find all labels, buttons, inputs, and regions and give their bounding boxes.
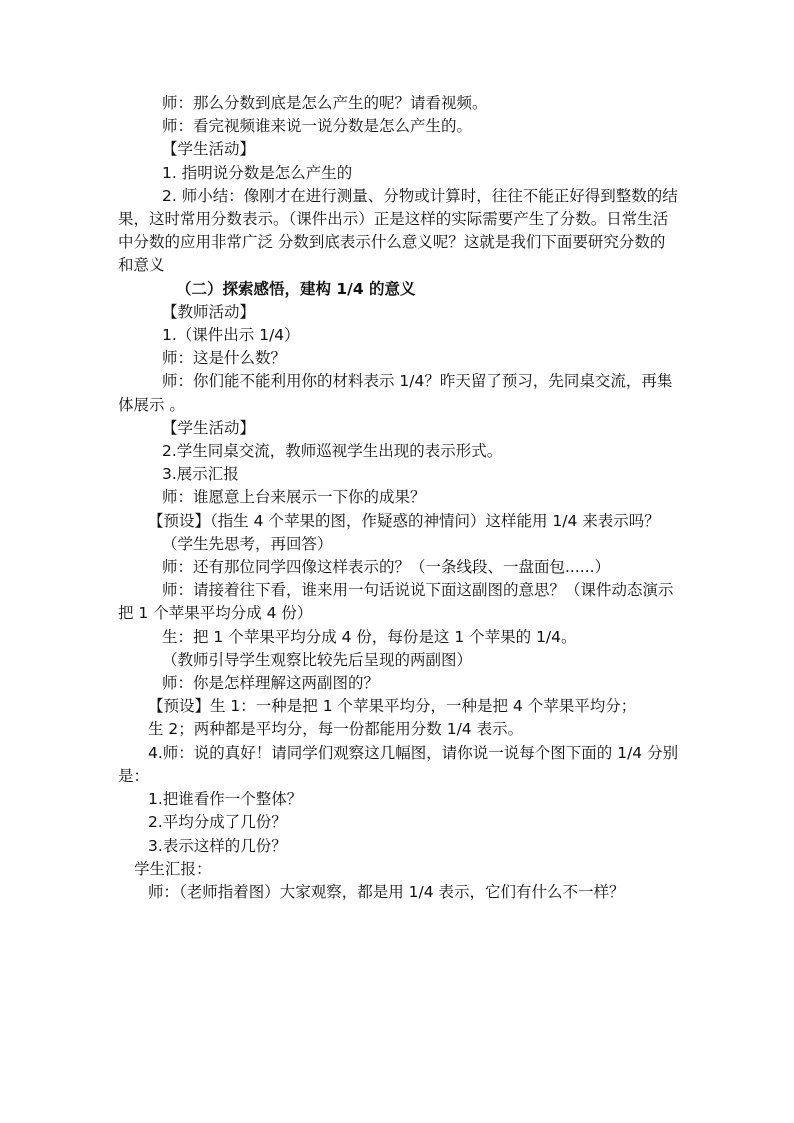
paragraph: 师：你是怎样理解这两副图的？: [162, 674, 380, 693]
paragraph: 1. 指明说分数是怎么产生的: [162, 163, 353, 182]
paragraph: 师：看完视频谁来说一说分数是怎么产生的。: [162, 117, 473, 136]
document-body: [118, 92, 680, 904]
paragraph: 学生汇报：: [134, 859, 212, 878]
paragraph: （教师引导学生观察比较先后呈现的两副图）: [162, 650, 473, 669]
list-item: 2.平均分成了几份？: [148, 813, 287, 832]
paragraph: 生 2；两种都是平均分，每一份都能用分数 1/4 表示。: [148, 720, 524, 739]
list-item: 3.表示这样的几份？: [148, 836, 287, 855]
section-label: 【教师活动】: [162, 302, 256, 321]
paragraph: 生：把 1 个苹果平均分成 4 份，每份是这 1 个苹果的 1/4。: [162, 627, 577, 646]
paragraph: 1.（课件出示 1/4）: [162, 326, 300, 345]
paragraph: 师：那么分数到底是怎么产生的呢？请看视频。: [162, 94, 488, 112]
paragraph: 4.师：说的真好！请同学们观察这几幅图，请你说一说每个图下面的 1/4 分别是：: [118, 743, 679, 785]
paragraph: 师：请接着往下看，谁来用一句话说说下面这副图的意思？（课件动态演示把 1 个苹果平均分成 4 份）: [118, 581, 674, 623]
paragraph: （学生先思考，再回答）: [162, 534, 333, 553]
paragraph: 2.学生同桌交流，教师巡视学生出现的表示形式。: [162, 442, 503, 461]
paragraph: 【预设】（指生 4 个苹果的图，作疑惑的神情问）这样能用 1/4 来表示吗？: [148, 511, 660, 530]
paragraph: 师：还有那位同学四像这样表示的？（一条线段、一盘面包......）: [162, 558, 611, 577]
section-heading: （二）探索感悟，建构 1/4 的意义: [176, 279, 416, 298]
paragraph: 师：谁愿意上台来展示一下你的成果？: [162, 488, 426, 507]
section-label: 【学生活动】: [162, 418, 256, 437]
paragraph: 师：你们能不能利用你的材料表示 1/4？昨天留了预习，先同桌交流，再集体展示 。: [118, 372, 673, 414]
paragraph: 2. 师小结：像刚才在进行测量、分物或计算时，往往不能正好得到整数的结果，这时常用分数表示。（课件出示）正是这样的实际需要产生了分数。日常生活中分数的应用非常广泛 分数到底表示什么意义呢？这就是我们下面要研究分数的和意义: [118, 186, 678, 275]
paragraph: 师：（老师指着图）大家观察，都是用 1/4 表示，它们有什么不一样？: [148, 882, 625, 901]
paragraph: 3.展示汇报: [162, 465, 239, 484]
list-item: 1.把谁看作一个整体？: [148, 790, 303, 809]
paragraph: 师：这是什么数？: [162, 349, 287, 368]
section-label: 【学生活动】: [162, 140, 256, 159]
paragraph: 【预设】生 1：一种是把 1 个苹果平均分，一种是把 4 个苹果平均分；: [148, 697, 637, 716]
